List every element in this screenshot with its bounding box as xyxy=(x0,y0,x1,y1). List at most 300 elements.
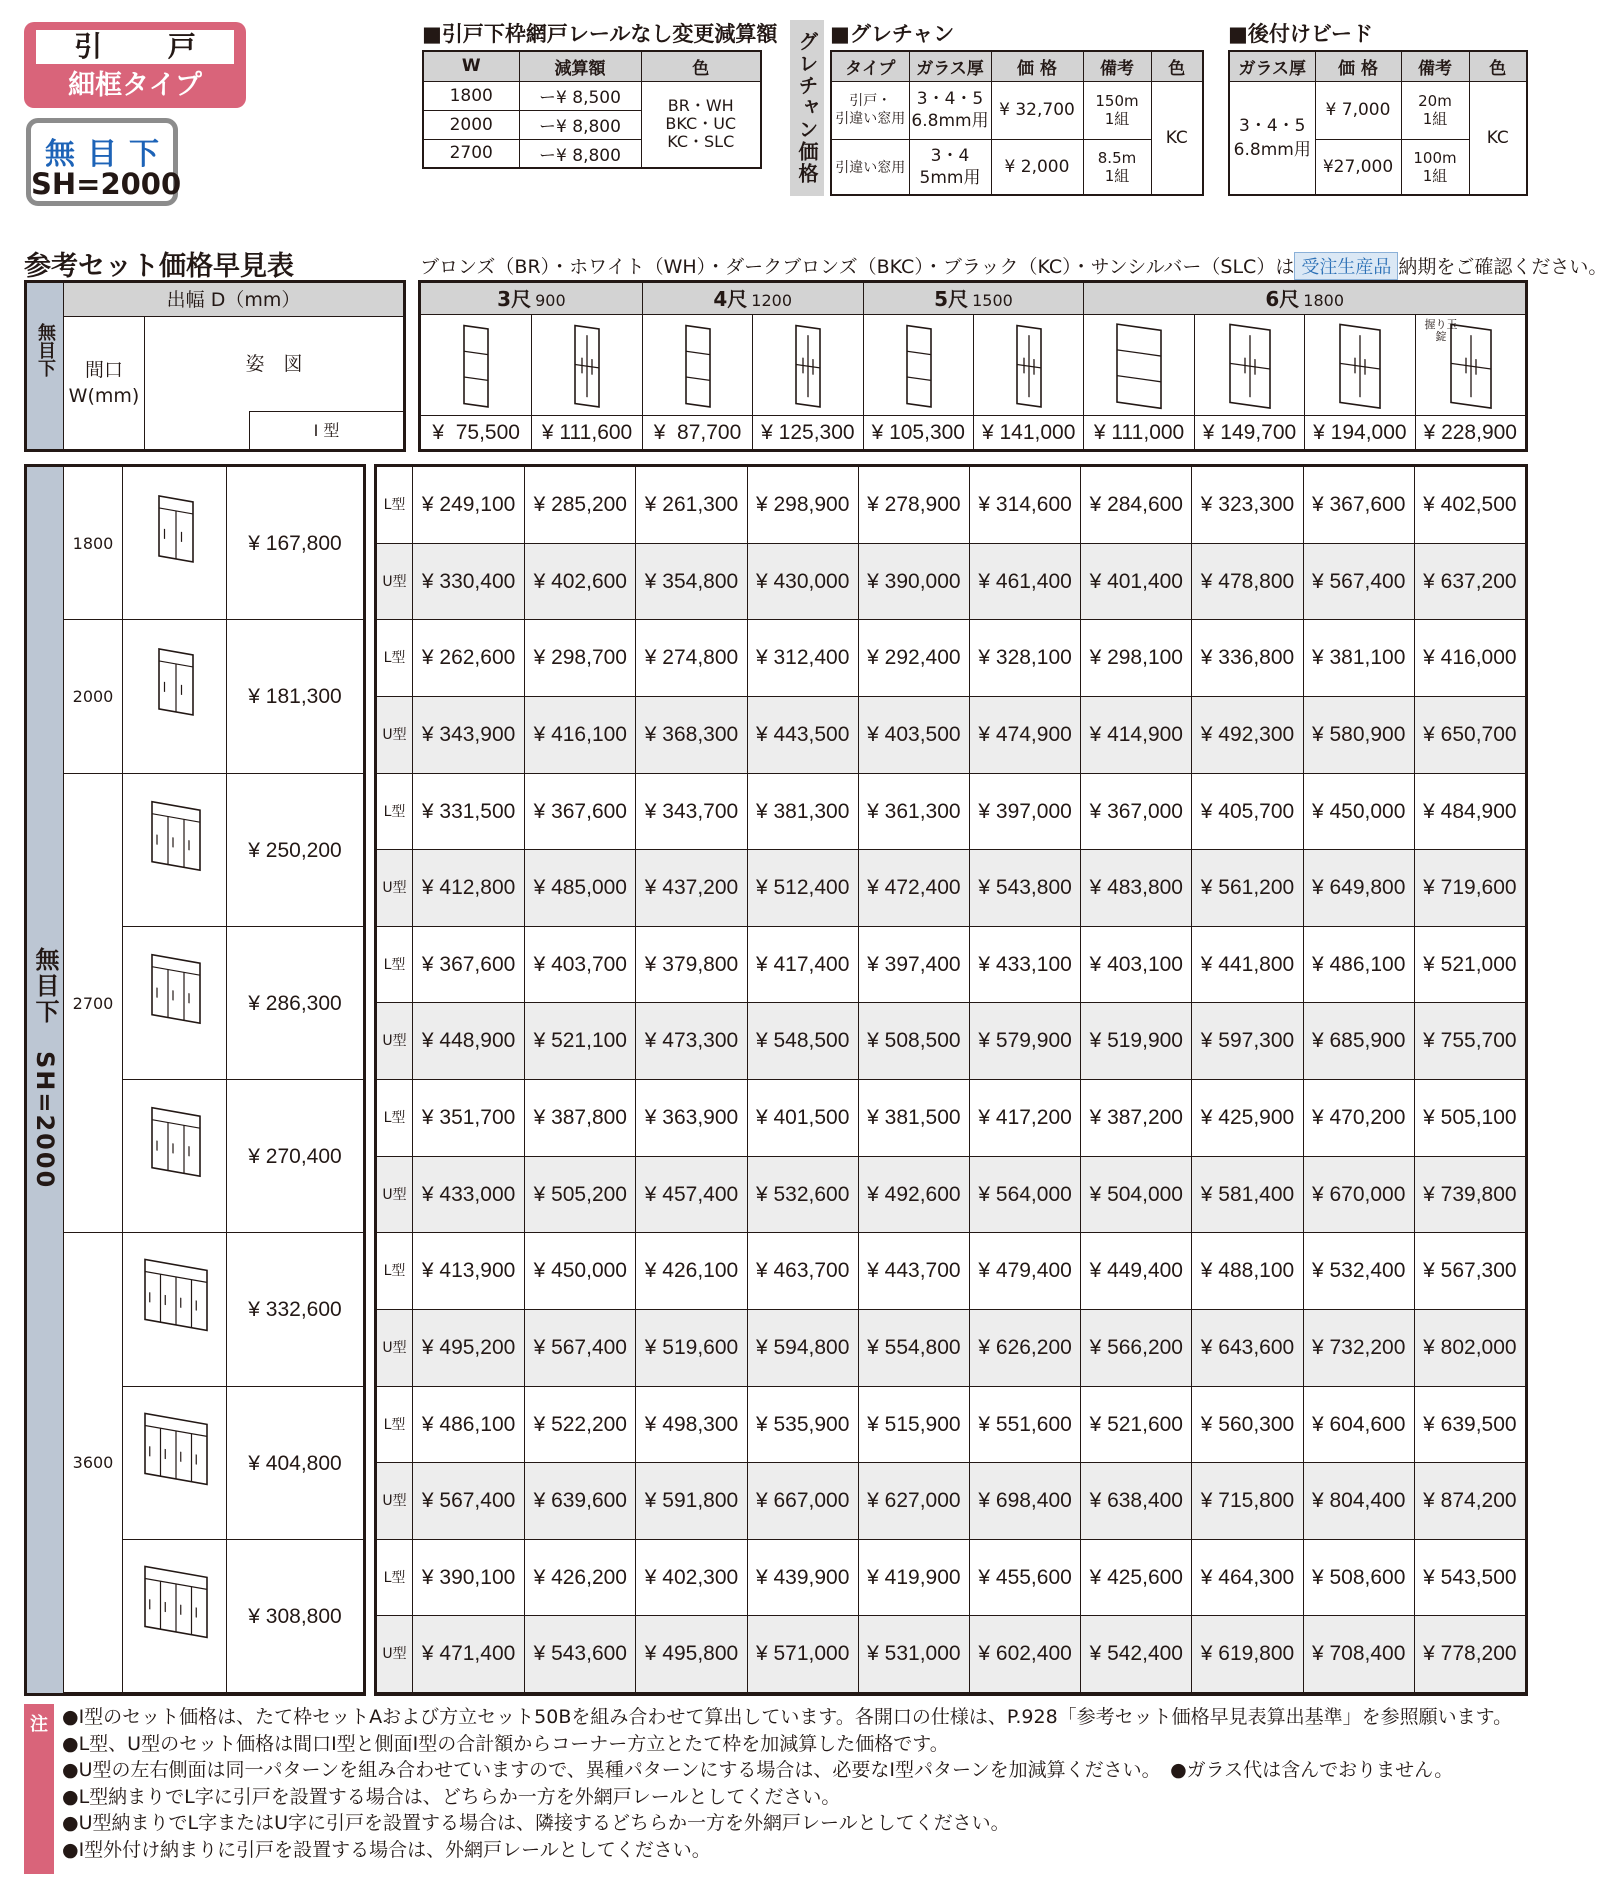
badge-sub1: 無目下 xyxy=(45,137,171,172)
price-cell: ¥ 397,000 xyxy=(969,774,1080,851)
table-row xyxy=(377,774,1525,851)
table-row xyxy=(377,1157,1525,1234)
notes-band xyxy=(24,1704,54,1874)
price-cell: ¥ 284,600 xyxy=(1080,467,1191,544)
price-cell: ¥ 298,900 xyxy=(747,467,858,544)
price-cell: ¥ 649,800 xyxy=(1303,850,1414,927)
price-cell: ¥ 278,900 xyxy=(858,467,969,544)
price-cell: ¥ 430,000 xyxy=(747,544,858,621)
price-cell: ¥ 328,100 xyxy=(969,620,1080,697)
price-cell: ¥ 698,400 xyxy=(969,1463,1080,1540)
note-line: ●U型納まりでL字またはU字に引戸を設置する場合は、隣接するどちらか一方を外網戸レールとしてください。 xyxy=(62,1812,1010,1834)
price-cell: ¥ 405,700 xyxy=(1191,774,1302,851)
grechan-band: グレチャン価格 xyxy=(790,20,824,196)
price-cell: ¥ 531,000 xyxy=(858,1616,969,1693)
front-window-figure xyxy=(131,491,221,591)
price-cell: ¥ 412,800 xyxy=(421,876,516,900)
price-cell: ¥ 448,900 xyxy=(421,1029,516,1053)
row-type-label: U型 xyxy=(377,1616,413,1693)
price-cell: ¥ 439,900 xyxy=(747,1540,858,1617)
row-type-label: L型 xyxy=(377,1233,413,1310)
price-cell: ¥ 363,900 xyxy=(635,1080,746,1157)
row-type-label: L型 xyxy=(377,774,413,851)
side-figure-cell xyxy=(1194,315,1304,415)
table-cell: 150m 1組 xyxy=(1083,81,1151,139)
price-cell: ¥ 390,100 xyxy=(421,1565,516,1589)
row-type-label: L型 xyxy=(377,1540,413,1617)
table-cell: 1800 xyxy=(423,81,519,110)
col-header: 価 格 xyxy=(1315,51,1401,81)
price-cell: ¥ 519,900 xyxy=(1080,1003,1191,1080)
side-i-price: ¥ 111,000 xyxy=(1083,415,1193,449)
size-group-header xyxy=(1083,283,1525,315)
price-cell: ¥ 473,300 xyxy=(635,1003,746,1080)
front-i-price: ¥ 286,300 xyxy=(227,927,363,1080)
grip-lock-label: 握り玉 錠 xyxy=(1424,318,1458,343)
price-cell: ¥ 464,300 xyxy=(1191,1540,1302,1617)
price-cell: ¥ 368,300 xyxy=(635,697,746,774)
table-cell: 2700 xyxy=(423,139,519,168)
type-badge xyxy=(24,22,246,108)
price-cell: ¥ 637,200 xyxy=(1414,544,1525,621)
notes-label: 注 xyxy=(30,1714,48,1735)
price-cell: ¥ 492,600 xyxy=(858,1157,969,1234)
row-type-label: L型 xyxy=(377,1080,413,1157)
side-window-figure xyxy=(778,321,838,411)
price-cell: ¥ 416,100 xyxy=(524,697,635,774)
row-type-label: L型 xyxy=(377,620,413,697)
front-window-figure-cell xyxy=(123,927,227,1080)
figure-label: 姿 図 xyxy=(245,353,303,375)
price-cell: ¥ 298,700 xyxy=(524,620,635,697)
price-cell: ¥ 567,400 xyxy=(524,1310,635,1387)
price-cell: ¥ 567,300 xyxy=(1414,1233,1525,1310)
side-window-figure xyxy=(557,321,617,411)
price-cell: ¥ 551,600 xyxy=(969,1387,1080,1464)
front-i-price: ¥ 250,200 xyxy=(227,774,363,927)
size-group-header xyxy=(642,283,863,315)
table-row xyxy=(377,1233,1525,1310)
front-i-price: ¥ 270,400 xyxy=(227,1080,363,1233)
price-cell: ¥ 387,800 xyxy=(524,1080,635,1157)
price-cell: ¥ 581,400 xyxy=(1191,1157,1302,1234)
body-left-block xyxy=(24,464,366,1696)
side-i-price: ¥ 125,300 xyxy=(752,415,862,449)
price-cell: ¥ 401,500 xyxy=(747,1080,858,1157)
row-type-label: U型 xyxy=(377,850,413,927)
price-cell: ¥ 505,100 xyxy=(1414,1080,1525,1157)
price-cell: ¥ 579,900 xyxy=(969,1003,1080,1080)
table-row xyxy=(377,850,1525,927)
price-cell: ¥ 594,800 xyxy=(747,1310,858,1387)
price-cell: ¥ 413,900 xyxy=(421,1259,516,1283)
col-header: 備考 xyxy=(1083,51,1151,81)
price-cell: ¥ 285,200 xyxy=(524,467,635,544)
price-cell: ¥ 416,000 xyxy=(1414,620,1525,697)
side-window-figure xyxy=(1220,321,1280,411)
price-cell: ¥ 403,100 xyxy=(1080,927,1191,1004)
table-row xyxy=(377,620,1525,697)
front-i-price: ¥ 308,800 xyxy=(227,1540,363,1693)
side-figure-cell xyxy=(863,315,973,415)
price-cell: ¥ 580,900 xyxy=(1303,697,1414,774)
width-label: 間口 W(mm) xyxy=(63,317,145,449)
row-type-label: U型 xyxy=(377,544,413,621)
front-window-figure-cell xyxy=(123,1233,227,1386)
front-i-price: ¥ 181,300 xyxy=(227,620,363,773)
front-window-figure xyxy=(131,644,221,744)
col-header: タイプ xyxy=(831,51,909,81)
side-window-figure xyxy=(999,321,1059,411)
price-cell: ¥ 492,300 xyxy=(1191,697,1302,774)
side-window-figure xyxy=(446,321,506,411)
price-cell: ¥ 667,000 xyxy=(747,1463,858,1540)
price-cell: ¥ 519,600 xyxy=(635,1310,746,1387)
price-cell: ¥ 330,400 xyxy=(421,569,516,593)
price-cell: ¥ 515,900 xyxy=(858,1387,969,1464)
price-cell: ¥ 367,000 xyxy=(1080,774,1191,851)
depth-label: 出幅 D（mm） xyxy=(63,283,403,317)
price-cell: ¥ 417,400 xyxy=(747,927,858,1004)
price-cell: ¥ 417,200 xyxy=(969,1080,1080,1157)
side-i-price: ¥ 228,900 xyxy=(1415,415,1525,449)
table-cell: ¥ 7,000 xyxy=(1315,81,1401,139)
color-cell: BR・WH BKC・UC KC・SLC xyxy=(641,81,761,168)
side-i-price: ¥ 194,000 xyxy=(1304,415,1414,449)
side-figure-cell xyxy=(1083,315,1193,415)
price-cell: ¥ 638,400 xyxy=(1080,1463,1191,1540)
bead-table xyxy=(1228,50,1528,196)
price-cell: ¥ 560,300 xyxy=(1191,1387,1302,1464)
color-cell: KC xyxy=(1151,81,1203,195)
side-window-figure xyxy=(889,321,949,411)
table-row xyxy=(377,927,1525,1004)
price-cell: ¥ 543,500 xyxy=(1414,1540,1525,1617)
price-cell: ¥ 802,000 xyxy=(1414,1310,1525,1387)
price-cell: ¥ 471,400 xyxy=(421,1642,516,1666)
body-right-block xyxy=(374,464,1528,1696)
front-window-figure xyxy=(131,951,221,1051)
price-cell: ¥ 425,600 xyxy=(1080,1540,1191,1617)
price-cell: ¥ 650,700 xyxy=(1414,697,1525,774)
price-cell: ¥ 804,400 xyxy=(1303,1463,1414,1540)
width-value: 2700 xyxy=(63,774,123,1234)
table-cell: ¥ 2,000 xyxy=(991,139,1083,195)
row-type-label: U型 xyxy=(377,1310,413,1387)
price-cell: ¥ 274,800 xyxy=(635,620,746,697)
price-cell: ¥ 532,600 xyxy=(747,1157,858,1234)
deduction-title: ■引戸下枠網戸レールなし変更減算額 xyxy=(422,22,778,46)
width-value: 1800 xyxy=(63,467,123,620)
price-cell: ¥ 483,800 xyxy=(1080,850,1191,927)
front-window-figure xyxy=(131,1411,221,1511)
side-figure-cell xyxy=(752,315,862,415)
price-cell: ¥ 597,300 xyxy=(1191,1003,1302,1080)
col-header: 色 xyxy=(641,51,761,81)
price-cell: ¥ 425,900 xyxy=(1191,1080,1302,1157)
front-window-figure xyxy=(131,1104,221,1204)
price-cell: ¥ 508,600 xyxy=(1303,1540,1414,1617)
price-cell: ¥ 314,600 xyxy=(969,467,1080,544)
price-cell: ¥ 495,200 xyxy=(421,1335,516,1359)
price-cell: ¥ 381,100 xyxy=(1303,620,1414,697)
row-type-label: L型 xyxy=(377,927,413,1004)
i-type-label: I 型 xyxy=(249,411,403,449)
price-cell: ¥ 443,700 xyxy=(858,1233,969,1310)
color-cell: KC xyxy=(1469,81,1527,195)
table-row xyxy=(377,697,1525,774)
price-cell: ¥ 504,000 xyxy=(1080,1157,1191,1234)
height-badge xyxy=(26,118,182,206)
price-cell: ¥ 739,800 xyxy=(1414,1157,1525,1234)
price-cell: ¥ 732,200 xyxy=(1303,1310,1414,1387)
price-cell: ¥ 457,400 xyxy=(635,1157,746,1234)
front-window-figure xyxy=(131,1564,221,1664)
price-cell: ¥ 474,900 xyxy=(969,697,1080,774)
size-group-header xyxy=(863,283,1084,315)
table-row xyxy=(377,1463,1525,1540)
price-cell: ¥ 535,900 xyxy=(747,1387,858,1464)
price-cell: ¥ 472,400 xyxy=(858,850,969,927)
price-cell: ¥ 450,000 xyxy=(1303,774,1414,851)
price-cell: ¥ 403,500 xyxy=(858,697,969,774)
price-cell: ¥ 381,300 xyxy=(747,774,858,851)
grechan-table xyxy=(830,50,1204,196)
price-cell: ¥ 498,300 xyxy=(635,1387,746,1464)
table-row xyxy=(377,1540,1525,1617)
col-header: W xyxy=(423,51,519,81)
price-cell: ¥ 379,800 xyxy=(635,927,746,1004)
price-cell: ¥ 402,300 xyxy=(635,1540,746,1617)
price-cell: ¥ 561,200 xyxy=(1191,850,1302,927)
price-cell: ¥ 548,500 xyxy=(747,1003,858,1080)
badge-line1: 引 戸 xyxy=(36,30,234,64)
price-cell: ¥ 479,400 xyxy=(969,1233,1080,1310)
side-window-figure xyxy=(1109,321,1169,411)
table-cell: 3・4・5 6.8mm用 xyxy=(909,81,991,139)
size-group-name: 6尺 xyxy=(1265,287,1300,311)
price-cell: ¥ 639,600 xyxy=(524,1463,635,1540)
price-cell: ¥ 542,400 xyxy=(1080,1616,1191,1693)
size-group-header xyxy=(421,283,642,315)
price-cell: ¥ 521,000 xyxy=(1414,927,1525,1004)
price-table-title: 参考セット価格早見表 xyxy=(24,251,294,282)
size-group-name: 5尺 xyxy=(934,287,969,311)
price-cell: ¥ 512,400 xyxy=(747,850,858,927)
price-cell: ¥ 543,600 xyxy=(524,1616,635,1693)
body-side-band xyxy=(27,467,63,1693)
header-side-band xyxy=(27,283,63,449)
size-group-mm: 900 xyxy=(535,291,566,310)
price-cell: ¥ 591,800 xyxy=(635,1463,746,1540)
price-cell: ¥ 401,400 xyxy=(1080,544,1191,621)
table-cell: ¥ 32,700 xyxy=(991,81,1083,139)
price-cell: ¥ 532,400 xyxy=(1303,1233,1414,1310)
price-cell: ¥ 387,200 xyxy=(1080,1080,1191,1157)
price-cell: ¥ 390,000 xyxy=(858,544,969,621)
grechan-title: ■グレチャン xyxy=(830,22,955,46)
header-left-block xyxy=(24,280,406,452)
price-cell: ¥ 567,400 xyxy=(421,1489,516,1513)
price-cell: ¥ 323,300 xyxy=(1191,467,1302,544)
width-value: 3600 xyxy=(63,1233,123,1693)
notes-list xyxy=(62,1704,1542,1863)
price-cell: ¥ 602,400 xyxy=(969,1616,1080,1693)
price-cell: ¥ 343,900 xyxy=(421,722,516,746)
price-cell: ¥ 778,200 xyxy=(1414,1616,1525,1693)
body-side-label: 無目下 SH=2000 xyxy=(31,947,59,1190)
price-cell: ¥ 298,100 xyxy=(1080,620,1191,697)
side-figure-cell xyxy=(1304,315,1414,415)
price-cell: ¥ 478,800 xyxy=(1191,544,1302,621)
table-cell: ー¥ 8,800 xyxy=(519,110,641,139)
row-type-label: L型 xyxy=(377,467,413,544)
price-cell: ¥ 564,000 xyxy=(969,1157,1080,1234)
note-text-end: 納期をご確認ください。 xyxy=(1398,256,1607,278)
price-cell: ¥ 426,200 xyxy=(524,1540,635,1617)
front-window-figure-cell xyxy=(123,1080,227,1233)
price-cell: ¥ 351,700 xyxy=(421,1106,516,1129)
price-cell: ¥ 484,900 xyxy=(1414,774,1525,851)
front-i-price: ¥ 404,800 xyxy=(227,1387,363,1540)
price-cell: ¥ 437,200 xyxy=(635,850,746,927)
header-side-label: 無目下 xyxy=(35,323,56,377)
front-i-price: ¥ 167,800 xyxy=(227,467,363,620)
side-i-price: ¥ 149,700 xyxy=(1194,415,1304,449)
price-cell: ¥ 402,600 xyxy=(524,544,635,621)
price-cell: ¥ 604,600 xyxy=(1303,1387,1414,1464)
badge-sub2: SH=2000 xyxy=(31,167,182,201)
table-cell: 100m 1組 xyxy=(1401,139,1469,195)
table-cell: 3・4 5mm用 xyxy=(909,139,991,195)
price-cell: ¥ 461,400 xyxy=(969,544,1080,621)
price-cell: ¥ 262,600 xyxy=(421,646,516,670)
row-type-label: U型 xyxy=(377,1003,413,1080)
price-cell: ¥ 449,400 xyxy=(1080,1233,1191,1310)
bead-title: ■後付けビード xyxy=(1228,22,1374,46)
table-cell: ー¥ 8,500 xyxy=(519,81,641,110)
price-cell: ¥ 312,400 xyxy=(747,620,858,697)
col-header: 備考 xyxy=(1401,51,1469,81)
table-row xyxy=(377,1003,1525,1080)
price-cell: ¥ 402,500 xyxy=(1414,467,1525,544)
price-cell: ¥ 719,600 xyxy=(1414,850,1525,927)
table-row xyxy=(377,1387,1525,1464)
price-cell: ¥ 443,500 xyxy=(747,697,858,774)
row-type-label: U型 xyxy=(377,697,413,774)
price-cell: ¥ 488,100 xyxy=(1191,1233,1302,1310)
side-i-price: ¥ 105,300 xyxy=(863,415,973,449)
price-cell: ¥ 566,200 xyxy=(1080,1310,1191,1387)
price-cell: ¥ 554,800 xyxy=(858,1310,969,1387)
price-cell: ¥ 522,200 xyxy=(524,1387,635,1464)
price-cell: ¥ 463,700 xyxy=(747,1233,858,1310)
price-cell: ¥ 470,200 xyxy=(1303,1080,1414,1157)
price-cell: ¥ 571,000 xyxy=(747,1616,858,1693)
side-figure-cell xyxy=(421,315,531,415)
size-group-mm: 1800 xyxy=(1303,291,1344,310)
front-i-price: ¥ 332,600 xyxy=(227,1233,363,1386)
price-cell: ¥ 670,000 xyxy=(1303,1157,1414,1234)
price-cell: ¥ 874,200 xyxy=(1414,1463,1525,1540)
price-cell: ¥ 543,800 xyxy=(969,850,1080,927)
price-cell: ¥ 495,800 xyxy=(635,1616,746,1693)
front-window-figure-cell xyxy=(123,1387,227,1540)
table-cell: 3・4・5 6.8mm用 xyxy=(1229,81,1315,195)
col-header: 色 xyxy=(1151,51,1203,81)
front-window-figure-cell xyxy=(123,620,227,773)
front-window-figure-cell xyxy=(123,467,227,620)
price-cell: ¥ 433,100 xyxy=(969,927,1080,1004)
table-cell: ー¥ 8,800 xyxy=(519,139,641,168)
table-cell: 20m 1組 xyxy=(1401,81,1469,139)
price-cell: ¥ 381,500 xyxy=(858,1080,969,1157)
table-cell: ¥27,000 xyxy=(1315,139,1401,195)
price-cell: ¥ 619,800 xyxy=(1191,1616,1302,1693)
front-window-figure-cell xyxy=(123,1540,227,1693)
col-header: ガラス厚 xyxy=(909,51,991,81)
row-type-label: L型 xyxy=(377,1387,413,1464)
note-line: ●L型、U型のセット価格は間口I型と側面I型の合計額からコーナー方立とたて枠を加減算した価格です。 xyxy=(62,1732,949,1755)
price-cell: ¥ 486,100 xyxy=(1303,927,1414,1004)
price-cell: ¥ 485,000 xyxy=(524,850,635,927)
size-group-name: 3尺 xyxy=(497,287,532,311)
note-line: ●I型外付け納まりに引戸を設置する場合は、外網戸レールとしてください。 xyxy=(62,1838,711,1861)
price-cell: ¥ 708,400 xyxy=(1303,1616,1414,1693)
note-line: ●L型納まりでL字に引戸を設置する場合は、どちらか一方を外網戸レールとしてください。 xyxy=(62,1785,841,1808)
price-cell: ¥ 343,700 xyxy=(635,774,746,851)
side-figure-cell xyxy=(973,315,1083,415)
price-cell: ¥ 455,600 xyxy=(969,1540,1080,1617)
size-group-mm: 1200 xyxy=(751,291,793,310)
side-i-price: ¥ 75,500 xyxy=(421,415,531,449)
price-cell: ¥ 331,500 xyxy=(421,799,516,823)
price-cell: ¥ 367,600 xyxy=(524,774,635,851)
made-to-order-tag: 受注生産品 xyxy=(1294,252,1398,280)
side-window-figure xyxy=(668,321,728,411)
price-cell: ¥ 505,200 xyxy=(524,1157,635,1234)
price-cell: ¥ 486,100 xyxy=(421,1412,516,1436)
price-cell: ¥ 755,700 xyxy=(1414,1003,1525,1080)
price-cell: ¥ 403,700 xyxy=(524,927,635,1004)
price-cell: ¥ 367,600 xyxy=(421,952,516,976)
table-cell: 2000 xyxy=(423,110,519,139)
price-cell: ¥ 567,400 xyxy=(1303,544,1414,621)
price-cell: ¥ 361,300 xyxy=(858,774,969,851)
row-type-label: U型 xyxy=(377,1463,413,1540)
size-group-name: 4尺 xyxy=(713,287,748,311)
table-row xyxy=(377,544,1525,621)
col-header: 減算額 xyxy=(519,51,641,81)
price-cell: ¥ 426,100 xyxy=(635,1233,746,1310)
note-text: ブロンズ（BR）・ホワイト（WH）・ダークブロンズ（BKC）・ブラック（KC）・サンシルバー（SLC）は xyxy=(420,256,1295,278)
price-cell: ¥ 626,200 xyxy=(969,1310,1080,1387)
price-cell: ¥ 639,500 xyxy=(1414,1387,1525,1464)
price-cell: ¥ 433,000 xyxy=(421,1182,516,1206)
price-cell: ¥ 627,000 xyxy=(858,1463,969,1540)
price-table-note xyxy=(420,252,1607,280)
side-i-price: ¥ 141,000 xyxy=(973,415,1083,449)
badge-line2: 細框タイプ xyxy=(68,70,202,101)
note-line: ●I型のセット価格は、たて枠セットAおよび方立セット50Bを組み合わせて算出しています。各開口の仕様は、P.928「参考セット価格早見表算出基準」を参照願います。 xyxy=(62,1706,1513,1728)
price-cell: ¥ 441,800 xyxy=(1191,927,1302,1004)
table-row xyxy=(377,1616,1525,1693)
price-cell: ¥ 367,600 xyxy=(1303,467,1414,544)
table-cell: 引違い窓用 xyxy=(831,139,909,195)
side-i-price: ¥ 87,700 xyxy=(642,415,752,449)
price-cell: ¥ 643,600 xyxy=(1191,1310,1302,1387)
table-row xyxy=(377,1080,1525,1157)
